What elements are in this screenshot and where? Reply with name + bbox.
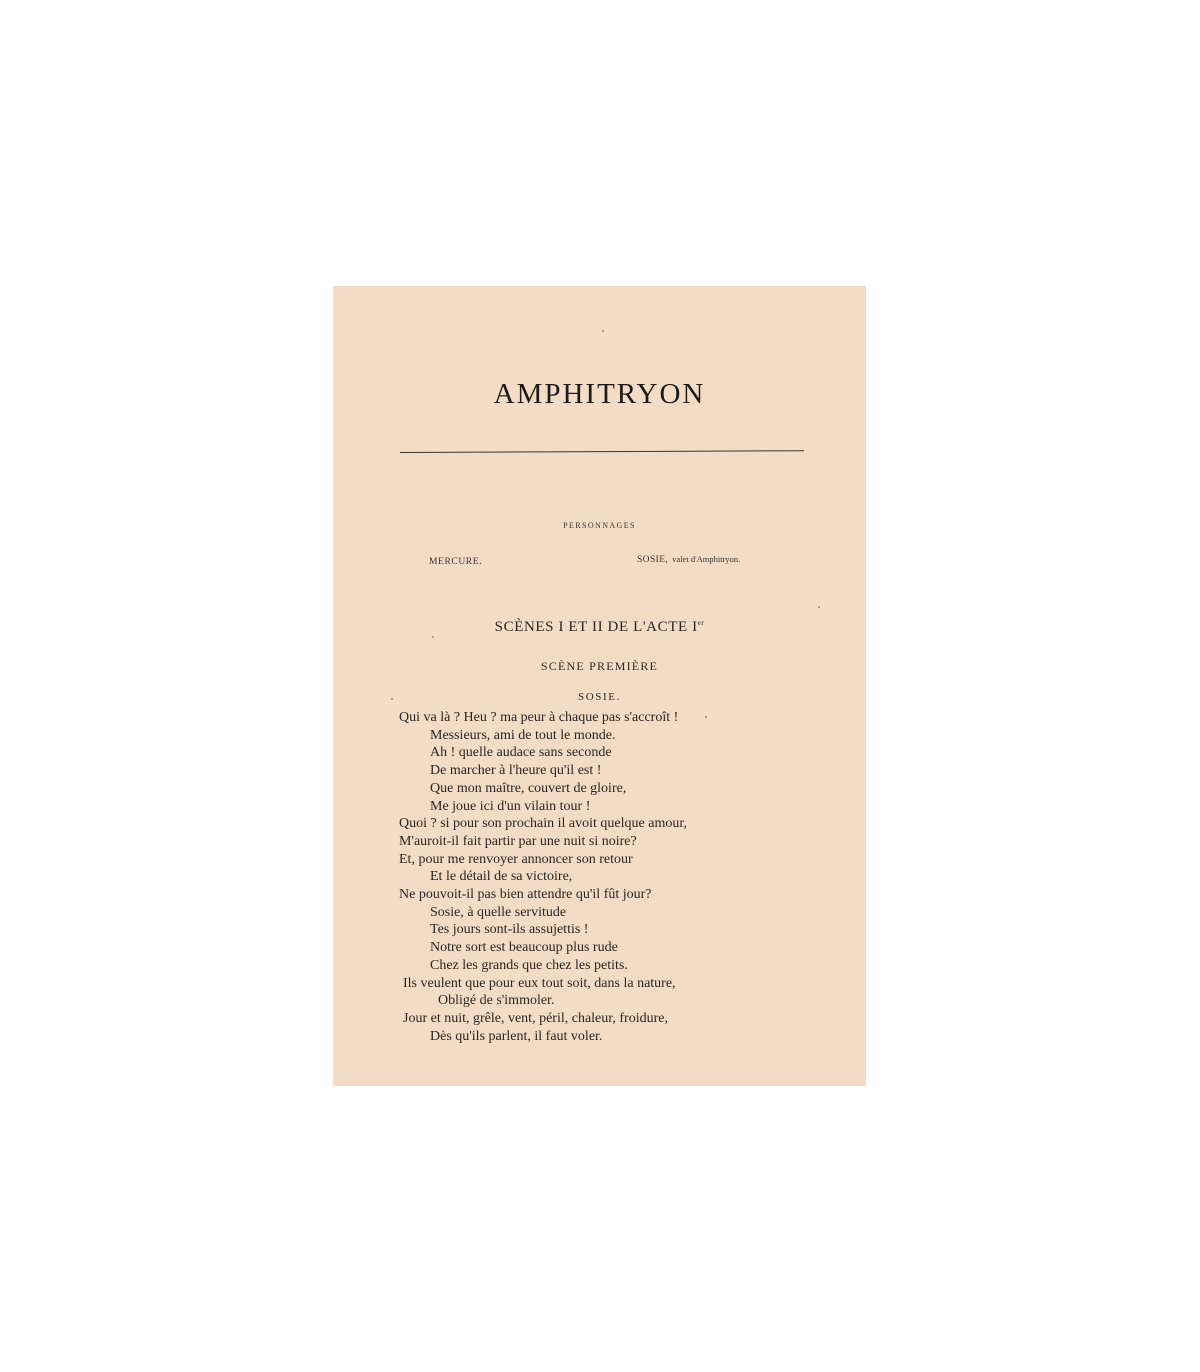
verse-line: Dès qu'ils parlent, il faut voler. — [430, 1028, 603, 1044]
scene-title: SCÈNE PREMIÈRE — [540, 659, 659, 673]
personnages-heading: PERSONNAGES — [563, 521, 636, 530]
speaker-name: SOSIE. — [578, 691, 621, 703]
verse-line: Ah ! quelle audace sans seconde — [430, 745, 612, 761]
verse-line: Chez les grands que chez les petits. — [430, 957, 628, 973]
verse-line: De marcher à l'heure qu'il est ! — [430, 763, 602, 779]
verse-line: Que mon maître, couvert de gloire, — [430, 780, 627, 796]
character-mercure — [429, 557, 482, 567]
scenes-heading — [333, 619, 866, 636]
verse-line: Sosie, à quelle servitude — [430, 904, 567, 920]
play-title: AMPHITRYON — [493, 378, 706, 410]
verse-line: Ne pouvoit-il pas bien attendre qu'il fût jour? — [399, 887, 652, 902]
character-name: SOSIE, — [637, 555, 669, 565]
character-description: valet d'Amphitryon. — [672, 554, 741, 564]
verse-line: Messieurs, ami de tout le monde. — [430, 727, 616, 743]
character-name: MERCURE. — [429, 557, 483, 567]
paper-speck — [391, 698, 393, 700]
character-sosie — [637, 554, 740, 565]
verse-line: Et le détail de sa victoire, — [430, 869, 573, 885]
verse-line: Me joue ici d'un vilain tour ! — [430, 798, 591, 814]
paper-speck — [602, 330, 604, 332]
paper-speck — [432, 636, 434, 638]
scenes-heading-superscript: er — [697, 619, 705, 627]
book-page — [333, 286, 866, 1086]
verse-line: Notre sort est beaucoup plus rude — [430, 940, 618, 956]
verse-line: Jour et nuit, grêle, vent, péril, chaleur, froidure, — [403, 1010, 668, 1026]
paper-speck — [705, 716, 707, 718]
scenes-heading-text: SCÈNES I ET II DE L'ACTE I — [494, 619, 698, 635]
verse-line: Ils veulent que pour eux tout soit, dans la nature, — [403, 975, 676, 991]
verse-line: Tes jours sont-ils assujettis ! — [430, 922, 589, 938]
title-divider — [400, 450, 804, 453]
verse-line: Qui va là ? Heu ? ma peur à chaque pas s'accroît ! — [399, 710, 679, 725]
paper-speck — [818, 606, 820, 608]
verse-line: Obligé de s'immoler. — [438, 993, 555, 1009]
verse-line: Et, pour me renvoyer annoncer son retour — [399, 851, 633, 867]
verse-line: M'auroit-il fait partir par une nuit si noire? — [399, 833, 637, 849]
verse-line: Quoi ? si pour son prochain il avoit quelque amour, — [399, 816, 687, 832]
